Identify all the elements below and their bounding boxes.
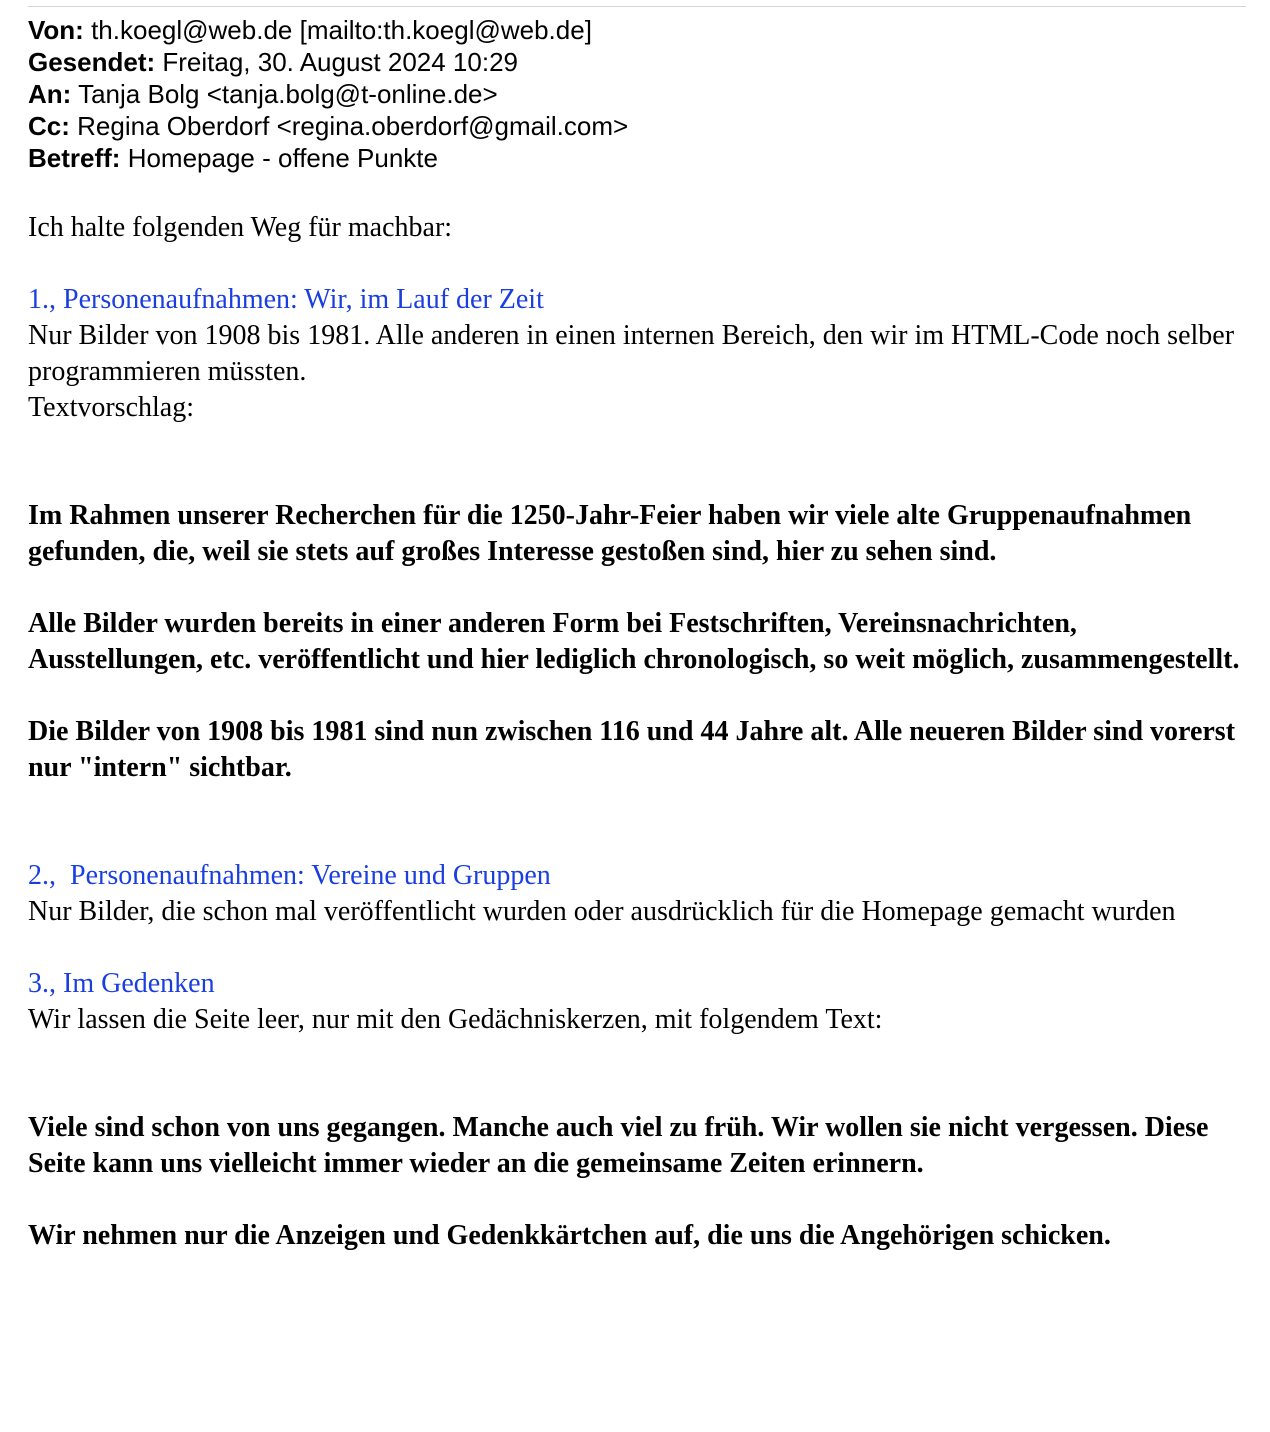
section-1-proposal-paragraph-1: Im Rahmen unserer Recherchen für die 1250-Jahr-Feier haben wir viele alte Gruppenaufnahmen gefunden, die, weil sie stets auf großes Interesse gestoßen sind, hier zu sehen sind. bbox=[28, 500, 1192, 567]
section-1-text: Nur Bilder von 1908 bis 1981. Alle anderen in einen internen Bereich, den wir im HTML-Code noch selber programmieren müssten. bbox=[28, 320, 1235, 387]
from-value[interactable]: th.koegl@web.de [mailto:th.koegl@web.de] bbox=[91, 15, 592, 45]
section-2-text: Nur Bilder, die schon mal veröffentlicht wurden oder ausdrücklich für die Homepage gemacht wurden bbox=[28, 896, 1176, 927]
section-1-heading: 1., Personenaufnahmen: Wir, im Lauf der Zeit bbox=[28, 284, 544, 315]
to-row bbox=[28, 78, 1246, 110]
to-value[interactable]: Tanja Bolg <tanja.bolg@t-online.de> bbox=[78, 79, 498, 109]
cc-row bbox=[28, 110, 1246, 142]
section-3-heading: 3., Im Gedenken bbox=[28, 968, 215, 999]
section-3-proposal-paragraph-2: Wir nehmen nur die Anzeigen und Gedenkkärtchen auf, die uns die Angehörigen schicken. bbox=[28, 1220, 1111, 1251]
email-body bbox=[28, 210, 1246, 1254]
section-3-text: Wir lassen die Seite leer, nur mit den Gedächniskerzen, mit folgendem Text: bbox=[28, 1004, 883, 1035]
section-1-proposal-label: Textvorschlag: bbox=[28, 392, 194, 423]
section-1-proposal-paragraph-2: Alle Bilder wurden bereits in einer anderen Form bei Festschriften, Vereinsnachrichten, Ausstellungen, etc. veröffentlicht und hier lediglich chronologisch, so weit möglich, zusammengestellt. bbox=[28, 608, 1240, 675]
from-label: Von: bbox=[28, 15, 84, 45]
sent-row bbox=[28, 46, 1246, 78]
intro-text: Ich halte folgenden Weg für machbar: bbox=[28, 212, 453, 243]
to-label: An: bbox=[28, 79, 72, 109]
section-2-heading: 2., Personenaufnahmen: Vereine und Gruppen bbox=[28, 860, 551, 891]
subject-label: Betreff: bbox=[28, 143, 121, 173]
sent-value: Freitag, 30. August 2024 10:29 bbox=[162, 47, 518, 77]
sent-label: Gesendet: bbox=[28, 47, 156, 77]
section-1-proposal-paragraph-3: Die Bilder von 1908 bis 1981 sind nun zwischen 116 und 44 Jahre alt. Alle neueren Bilder sind vorerst nur "intern" sichtbar. bbox=[28, 716, 1236, 783]
from-row bbox=[28, 14, 1246, 46]
section-3-proposal-paragraph-1: Viele sind schon von uns gegangen. Manche auch viel zu früh. Wir wollen sie nicht vergessen. Diese Seite kann uns vielleicht immer wieder an die gemeinsame Zeiten erinnern. bbox=[28, 1112, 1209, 1179]
subject-row bbox=[28, 142, 1246, 174]
cc-label: Cc: bbox=[28, 111, 70, 141]
header-separator bbox=[28, 6, 1246, 7]
cc-value[interactable]: Regina Oberdorf <regina.oberdorf@gmail.com> bbox=[77, 111, 629, 141]
subject-value: Homepage - offene Punkte bbox=[127, 143, 438, 173]
email-header bbox=[28, 14, 1246, 174]
email-message bbox=[28, 14, 1246, 1254]
